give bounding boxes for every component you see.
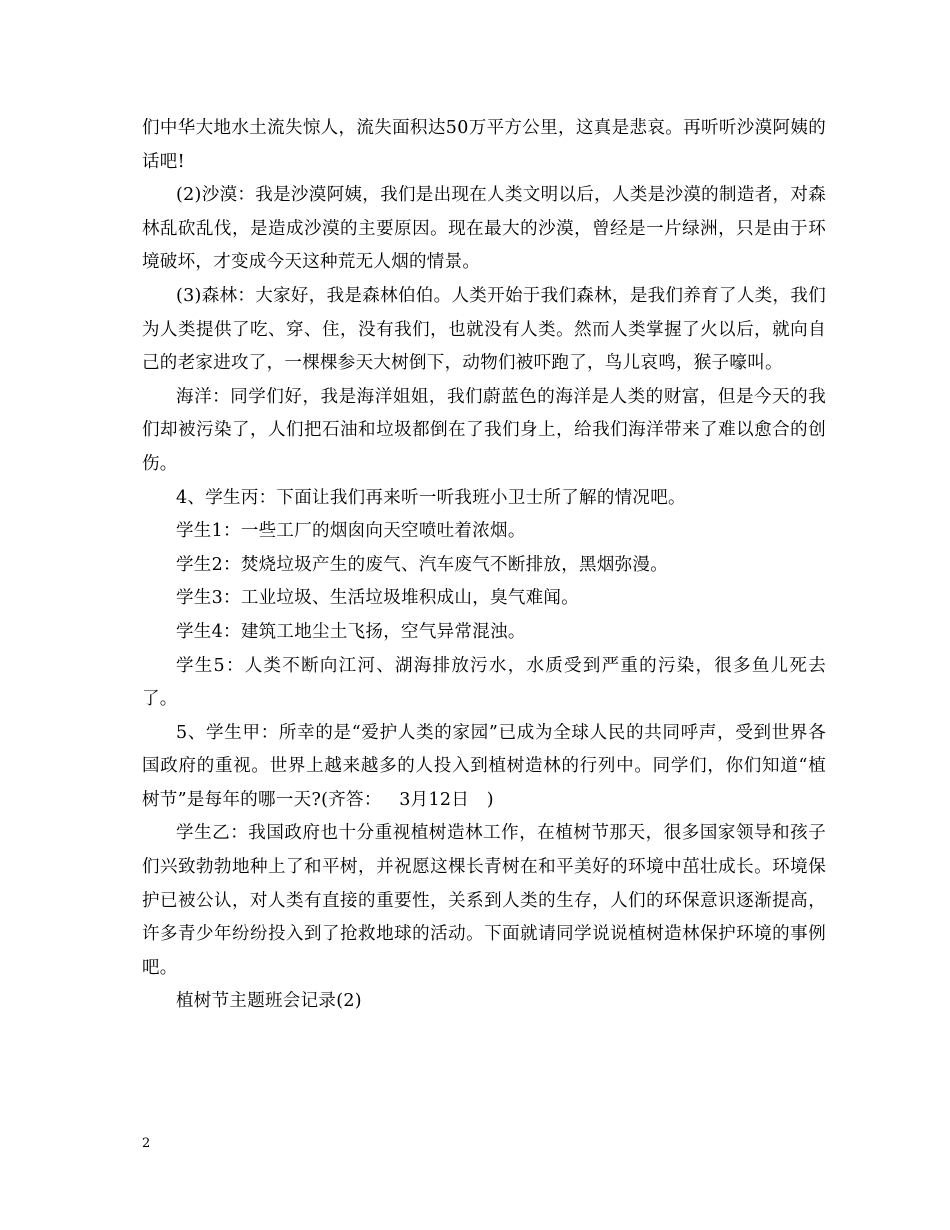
page-number: 2 [142,1136,151,1151]
document-body [142,112,826,1019]
paragraph-7: 学生2：焚烧垃圾产生的废气、汽车废气不断排放，黑烟弥漫。 [176,554,669,575]
paragraph-8: 学生3：工业垃圾、生活垃圾堆积成山，臭气难闻。 [176,588,580,609]
paragraph-4: 海洋：同学们好，我是海洋姐姐，我们蔚蓝色的海洋是人类的财富，但是今天的我们却被污染了，人们把石油和垃圾都倒在了我们身上，给我们海洋带来了难以愈合的创伤。 [142,386,826,474]
paragraph-9: 学生4：建筑工地尘土飞扬，空气异常混浊。 [176,621,526,642]
paragraph-13: 植树节主题班会记录(2) [176,991,362,1012]
paragraph-3: (3)森林：大家好，我是森林伯伯。人类开始于我们森林，是我们养育了人类，我们为人类提供了吃、穿、住，没有我们，也就没有人类。然而人类掌握了火以后，就向自己的老家进攻了，一棵棵参天大树倒下，动物们被吓跑了，鸟儿哀鸣，猴子嚎叫。 [142,285,826,374]
paragraph-11: 5、学生甲：所幸的是“爱护人类的家园”已成为全球人民的共同呼声，受到世界各国政府的重视。世界上越来越多的人投入到植树造林的行列中。同学们，你们知道“植树节”是每年的哪一天?(齐答： 3月12日 ) [142,722,826,810]
paragraph-5: 4、学生丙：下面让我们再来听一听我班小卫士所了解的情况吧。 [176,487,686,508]
paragraph-10: 学生5：人类不断向江河、湖海排放污水，水质受到严重的污染，很多鱼儿死去了。 [142,655,826,710]
paragraph-2: (2)沙漠：我是沙漠阿姨，我们是出现在人类文明以后，人类是沙漠的制造者，对森林乱砍乱伐，是造成沙漠的主要原因。现在最大的沙漠，曾经是一片绿洲，只是由于环境破坏，才变成今天这种荒无人烟的情景。 [142,185,826,273]
paragraph-1: 们中华大地水土流失惊人，流失面积达50万平方公里，这真是悲哀。再听听沙漠阿姨的话吧! [142,118,826,172]
paragraph-12: 学生乙：我国政府也十分重视植树造林工作，在植树节那天，很多国家领导和孩子们兴致勃勃地种上了和平树，并祝愿这棵长青树在和平美好的环境中茁壮成长。环境保护已被公认，对人类有直接的重要性，关系到人类的生存，人们的环保意识逐渐提高，许多青少年纷纷投入到了抢救地球的活动。下面就请同学说说植树造林保护环境的事例吧。 [142,823,826,978]
paragraph-6: 学生1：一些工厂的烟囱向天空喷吐着浓烟。 [176,521,526,542]
